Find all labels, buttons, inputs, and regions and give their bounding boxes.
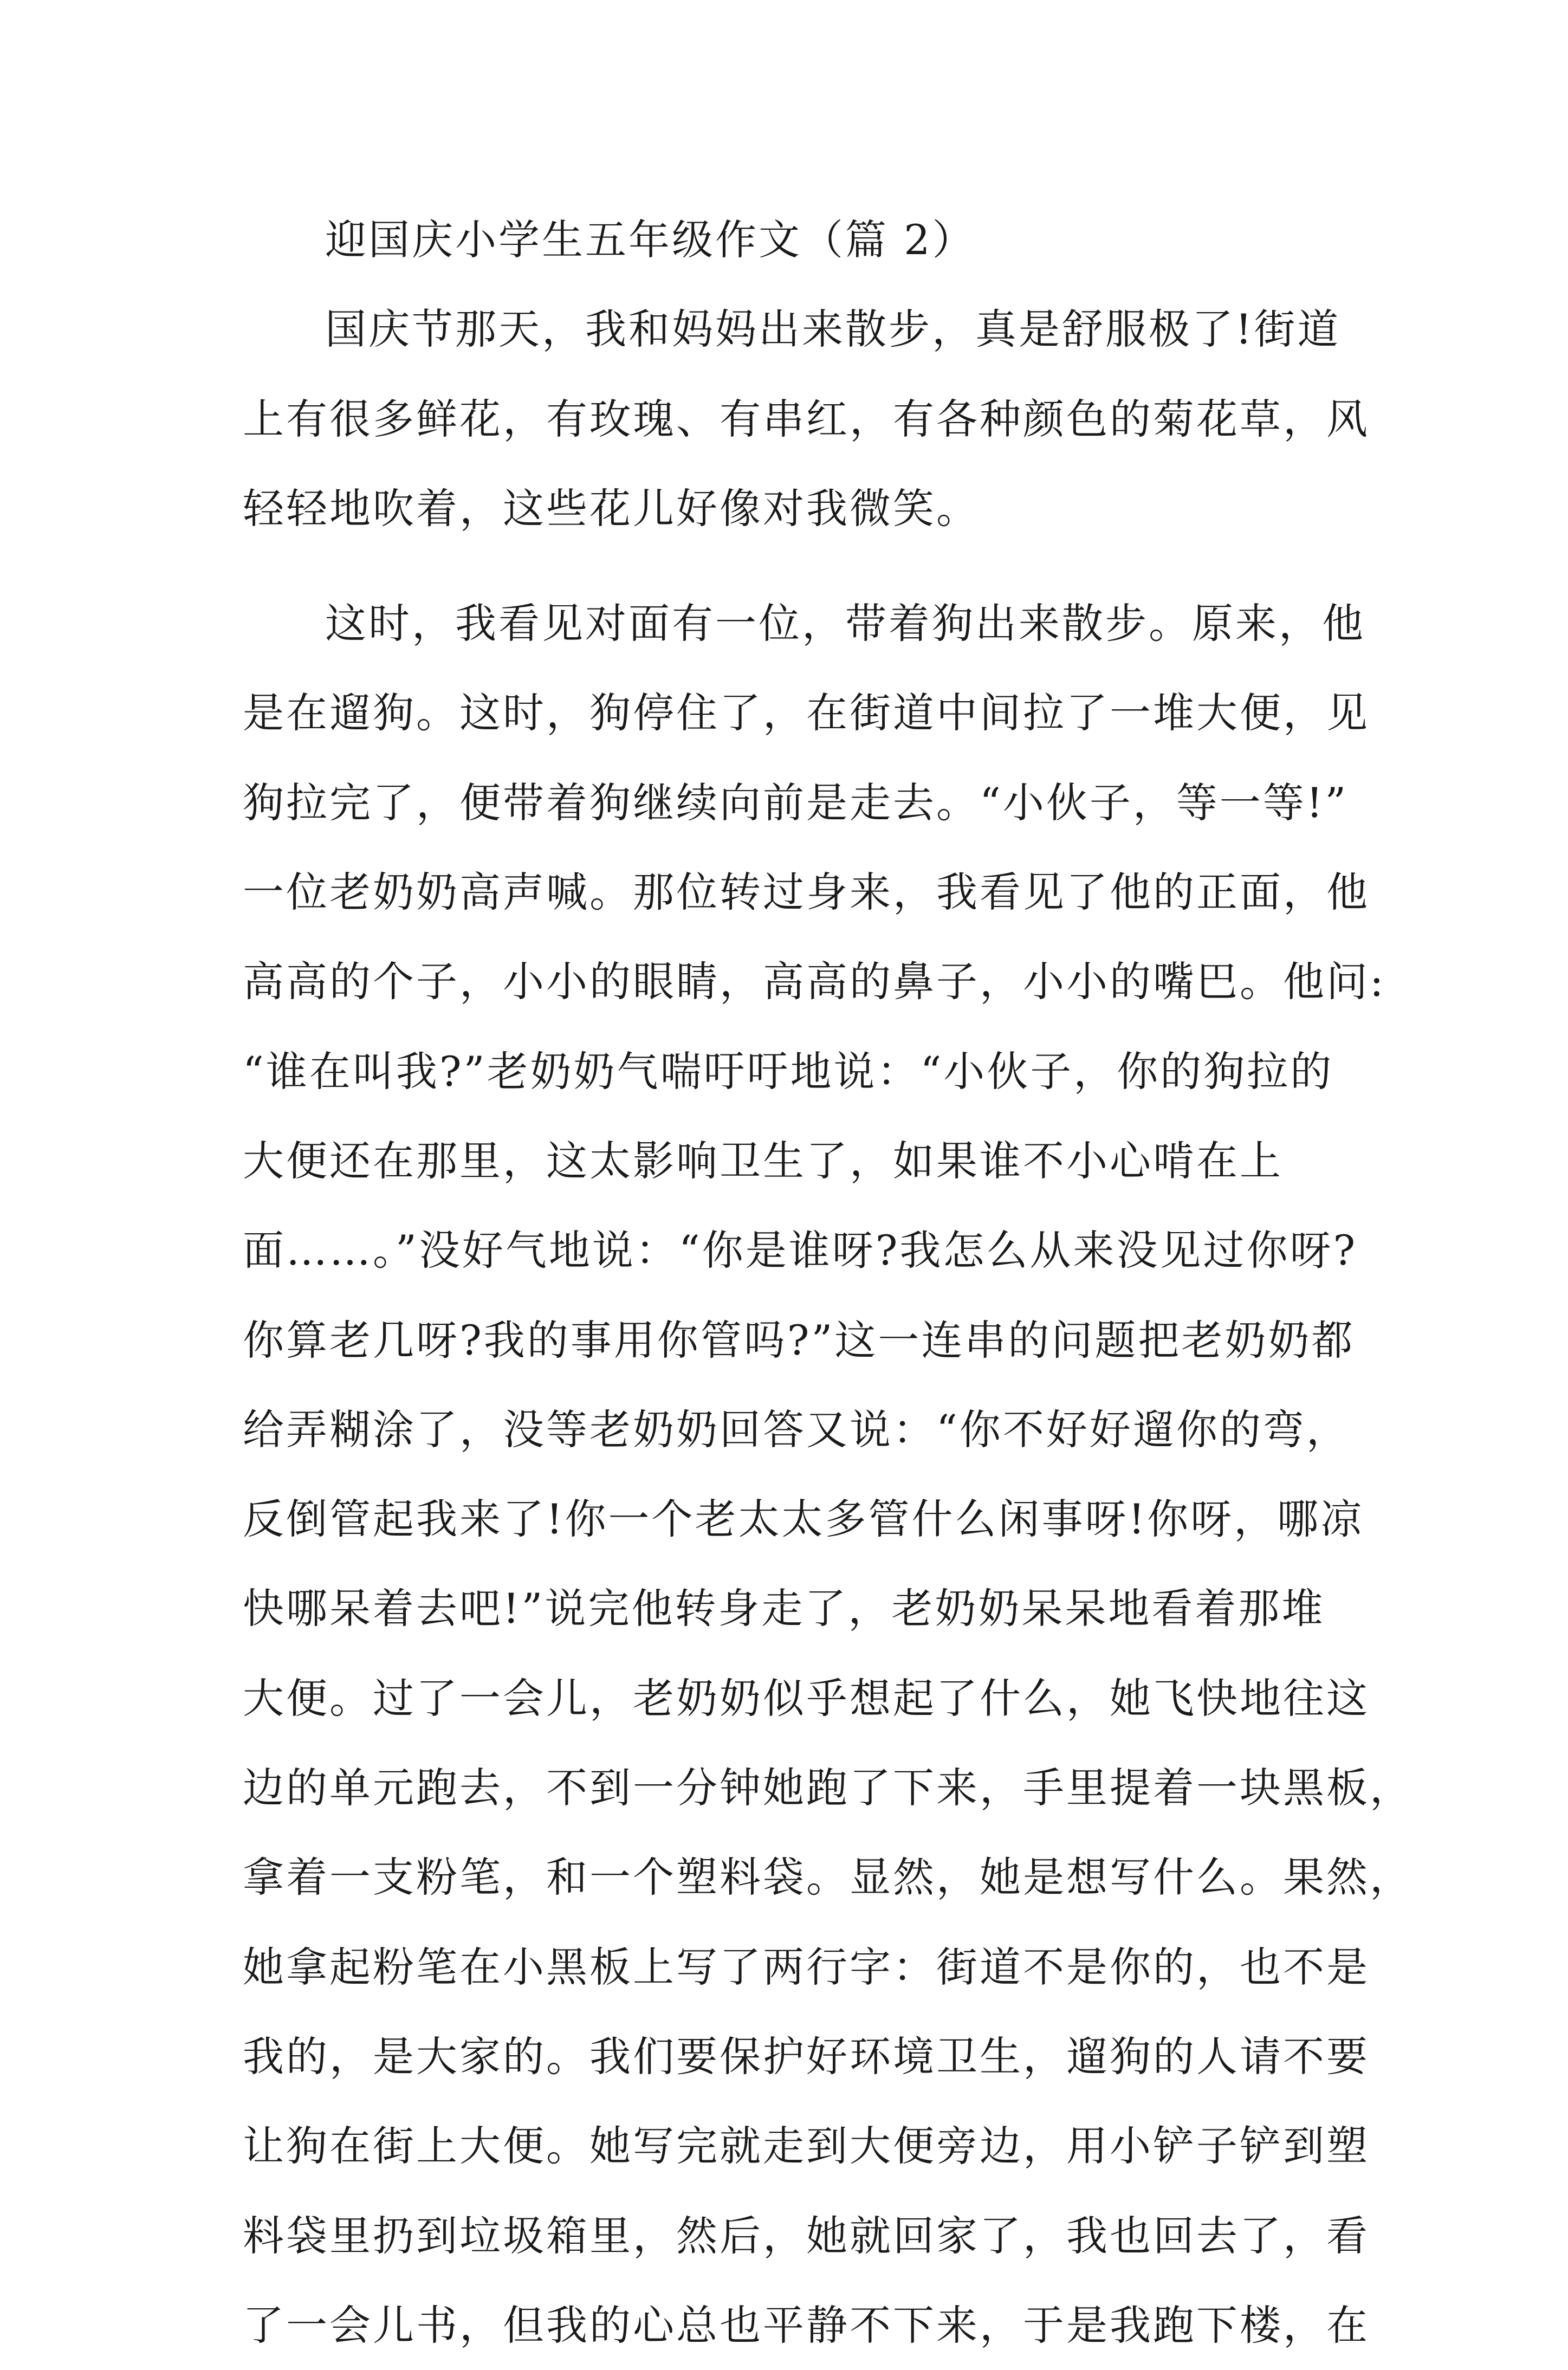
- paragraph-1-line: 上有很多鲜花，有玫瑰、有串红，有各种颜色的菊花草，风: [243, 394, 1370, 443]
- paragraph-2-line: 这时，我看见对面有一位，带着狗出来散步。原来，他: [325, 599, 1365, 648]
- paragraph-gap: [243, 553, 1343, 579]
- paragraph-2-line: 大便。过了一会儿，老奶奶似乎想起了什么，她飞快地往这: [243, 1674, 1370, 1723]
- paragraph-2-line: 了一会儿书，但我的心总也平静不下来，于是我跑下楼，在: [243, 2301, 1370, 2349]
- paragraph-2-line: “谁在叫我?”老奶奶气喘吁吁地说：“小伙子，你的狗拉的: [243, 1047, 1334, 1096]
- paragraph-2-line: 边的单元跑去，不到一分钟她跑了下来，手里提着一块黑板，: [243, 1764, 1413, 1812]
- paragraph-2-line: 是在遛狗。这时，狗停住了，在街道中间拉了一堆大便，见: [243, 689, 1370, 737]
- paragraph-2-line: 料袋里扔到垃圾箱里，然后，她就回家了，我也回去了，看: [243, 2211, 1370, 2260]
- paragraph-2-line: 一位老奶奶高声喊。那位转过身来，我看见了他的正面，他: [243, 868, 1370, 917]
- paragraph-1-line: 轻轻地吹着，这些花儿好像对我微笑。: [243, 484, 980, 533]
- paragraph-2-line: 你算老几呀?我的事用你管吗?”这一连串的问题把老奶奶都: [243, 1316, 1355, 1364]
- paragraph-2-line: 拿着一支粉笔，和一个塑料袋。显然，她是想写什么。果然，: [243, 1853, 1413, 1902]
- paragraph-2-line: 快哪呆着去吧!”说完他转身走了，老奶奶呆呆地看着那堆: [243, 1584, 1325, 1633]
- paragraph-2-line: 反倒管起我来了!你一个老太太多管什么闲事呀!你呀，哪凉: [243, 1495, 1364, 1544]
- paragraph-2-line: 给弄糊涂了，没等老奶奶回答又说：“你不好好遛你的弯，: [243, 1405, 1350, 1454]
- paragraph-1-line: 国庆节那天，我和妈妈出来散步，真是舒服极了!街道: [325, 305, 1341, 354]
- paragraph-2-line: 狗拉完了，便带着狗继续向前是走去。“小伙子，等一等!”: [243, 778, 1349, 827]
- paragraph-2-line: 高高的个子，小小的眼睛，高高的鼻子，小小的嘴巴。他问:: [243, 957, 1386, 1006]
- paragraph-2-line: 让狗在街上大便。她写完就走到大便旁边，用小铲子铲到塑: [243, 2122, 1370, 2171]
- paragraph-2-line: 她拿起粉笔在小黑板上写了两行字：街道不是你的，也不是: [243, 1942, 1370, 1991]
- essay-body: [243, 195, 1413, 2370]
- paragraph-2-line: 我的，是大家的。我们要保护好环境卫生，遛狗的人请不要: [243, 2032, 1370, 2081]
- paragraph-2-line: 大便还在那里，这太影响卫生了，如果谁不小心啃在上: [243, 1136, 1283, 1185]
- paragraph-2-line: 面……。”没好气地说：“你是谁呀?我怎么从来没见过你呀?: [243, 1226, 1358, 1275]
- essay-title: 迎国庆小学生五年级作文（篇 2）: [325, 216, 976, 264]
